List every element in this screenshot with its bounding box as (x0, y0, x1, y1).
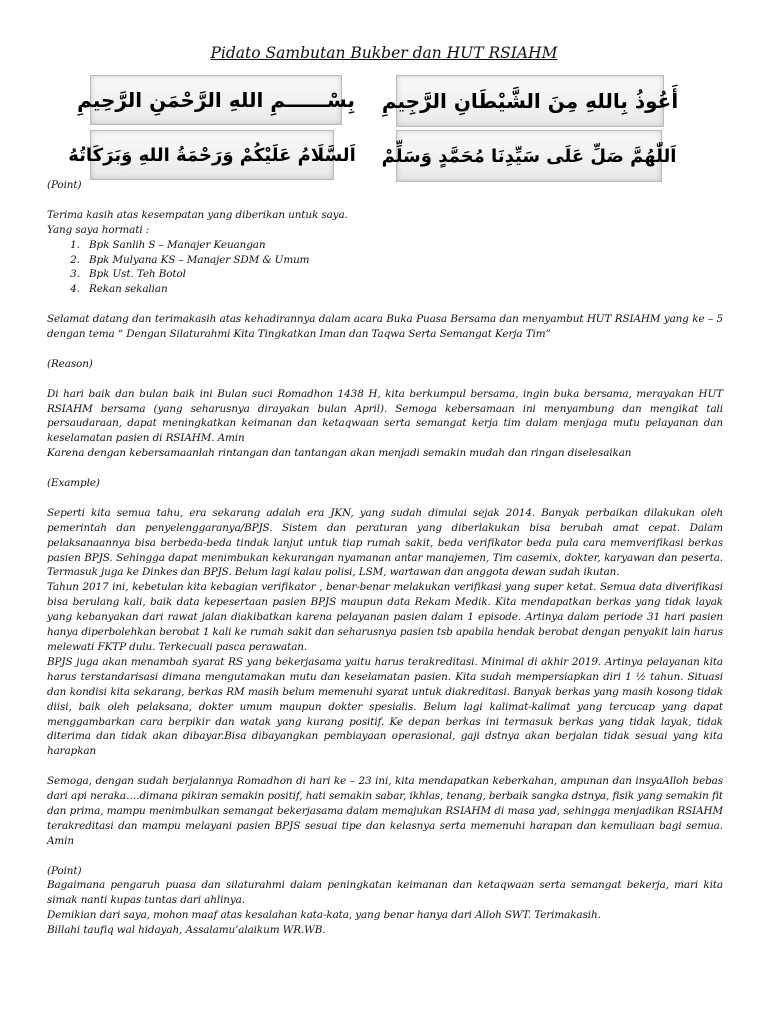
list-item: 2. Bpk Mulyana KS – Manajer SDM & Umum (83, 253, 723, 268)
honored-line: Yang saya hormati : (47, 223, 150, 236)
example-paragraph: BPJS juga akan menambah syarat RS yang bekerjasama yaitu harus terakreditasi. Minimal di akhir 2019. Artinya pelayanan kita harus terstandarisasi dimana mengutamakan mutu dan keselamatan pasien. Kita sudah mempersiapkan diri 1 ½ tahun. Situasi dan kondisi kita sekarang, berkas RM masih belum memenuhi syarat untuk diakreditasi. Banyak berkas yang masih kosong tidak diisi, baik oleh pelaksana, dokter umum maupun dokter spesialis. Belum lagi kalimat-kalimat yang tercucap yang dapat menggambarkan cara berpikir dan watak yang kurang positif. Ke depan berkas ini termasuk berkas yang tidak layak, tidak diterima dan tidak akan dibayar.Bisa dibayangkan pembiayaan operasional, gaji dstnya akan berjalan tidak sesuai yang kita harapkan (47, 655, 723, 758)
closing-paragraph: Billahi taufiq wal hidayah, Assalamu’alaikum WR.WB. (47, 924, 326, 937)
welcome-paragraph: Selamat datang dan terimakasih atas kehadirannya dalam acara Buka Puasa Bersama dan menyambut HUT RSIAHM yang ke – 5 dengan tema “ Dengan Silaturahmi Kita Tingkatkan Iman dan Taqwa Serta Semangat Kerja Tim” (47, 313, 723, 341)
shalawat-text: اَللّٰهُمَّ صَلِّ عَلَى سَيِّدِنَا مُحَمَّدٍ وَسَلِّمْ (381, 145, 677, 167)
salam-text: اَلسَّلَامُ عَلَيْكُمْ وَرَحْمَةُ اللهِ وَبَرَكَاتُهُ (68, 144, 356, 166)
document-title: Pidato Sambutan Bukber dan HUT RSIAHM (210, 44, 558, 62)
thanks-line: Terima kasih atas kesempatan yang diberikan untuk saya. (47, 208, 348, 221)
honored-list (47, 238, 723, 298)
section-marker-point: (Point) (47, 179, 82, 191)
closing-paragraph: Bagaimana pengaruh puasa dan silaturahmi dalam peningkatan keimanan dan ketaqwaan serta semangat bekerja, mari kita simak nanti kupas tuntas dari ahlinya. (47, 879, 723, 907)
example-paragraph: Semoga, dengan sudah berjalannya Romadhon di hari ke – 23 ini, kita mendapatkan keberkahan, ampunan dan insyaAlloh bebas dari api neraka….dimana pikiran semakin positif, hati semakin sabar, ikhlas, tenang, berbaik sangka dstnya, fisik yang semakin fit dan prima, mampu menimbulkan semangat bekerjasama dalam memajukan RSIAHM di masa yad, sehingga menjadikan RSIAHM terakreditasi dan mampu melayani pasien BPJS sesuai tipe dan kelasnya serta memenuhi harapan dan kemuliaan bagi semua. Amin (47, 775, 723, 847)
section-marker-point: (Point) (47, 864, 82, 877)
basmalah-text: بِسْــــــمِ اللهِ الرَّحْمَنِ الرَّحِيمِ (77, 88, 355, 112)
taawudz-calligraphy (381, 75, 679, 127)
list-item: 1. Bpk Sanlih S – Manajer Keuangan (83, 238, 723, 253)
speech-body (47, 178, 723, 938)
shalawat-calligraphy (381, 130, 677, 182)
section-marker-reason: (Reason) (47, 357, 93, 370)
example-paragraph: Seperti kita semua tahu, era sekarang adalah era JKN, yang sudah dimulai sejak 2014. Banyak perbaikan dilakukan oleh pemerintah dan penyelenggaranya/BPJS. Sistem dan peraturan yang diberlakukan bisa berubah amat cepat. Dalam pelaksanaannya bisa berbeda-beda tindak lanjut untuk tiap rumah sakit, beda verifikator beda pula cara memverifikasi berkas pasien BPJS. Sehingga dapat menimbukan kekurangan nyamanan antar manajemen, Tim casemix, dokter, karyawan dan peserta. Termasuk juga ke Dinkes dan BPJS. Belum lagi kalau polisi, LSM, wartawan dan anggota dewan sudah ikutan. (47, 506, 723, 579)
reason-paragraph: Karena dengan kebersamaanlah rintangan dan tantangan akan menjadi semakin mudah dan ringan diselesaikan (47, 447, 632, 460)
salam-calligraphy (68, 130, 356, 180)
list-item: 4. Rekan sekalian (83, 282, 723, 297)
closing-paragraph: Demikian dari saya, mohon maaf atas kesalahan kata-kata, yang benar hanya dari Alloh SWT. Terimakasih. (47, 909, 601, 922)
basmalah-calligraphy (77, 75, 355, 125)
taawudz-text: أَعُوذُ بِاللهِ مِنَ الشَّيْطَانِ الرَّجِيمِ (381, 89, 679, 113)
list-item: 3. Bpk Ust. Teh Botol (83, 267, 723, 282)
reason-paragraph: Di hari baik dan bulan baik ini Bulan suci Romadhon 1438 H, kita berkumpul bersama, ingin buka bersama, merayakan HUT RSIAHM bersama (yang seharusnya dirayakan bulan April). Semoga kebersamaan ini menyambung dan mengikat tali persaudaraan, dapat meningkatkan keimanan dan ketaqwaan serta semangat kerja tim dalam menjaga mutu pelayanan dan keselamatan pasien di RSIAHM. Amin (47, 387, 723, 445)
example-paragraph: Tahun 2017 ini, kebetulan kita kebagian verifikator , benar-benar melakukan verifikasi yang super ketat. Semua data diverifikasi bisa berulang kali, baik data kepesertaan pasien BPJS maupun data Rekam Medik. Kita mendapatkan berkas yang tidak layak yang kebanyakan dari rawat jalan diakibatkan karena pelayanan pasien dalam 1 episode. Artinya dalam periode 31 hari pasien hanya diperbolehkan berobat 1 kali ke rumah sakit dan seharusnya pasien tsb apabila hendak berobat dengan penyakit lain harus melewati FKTP dulu. Terkecuali pasca perawatan. (47, 581, 723, 653)
section-marker-example: (Example) (47, 477, 100, 490)
